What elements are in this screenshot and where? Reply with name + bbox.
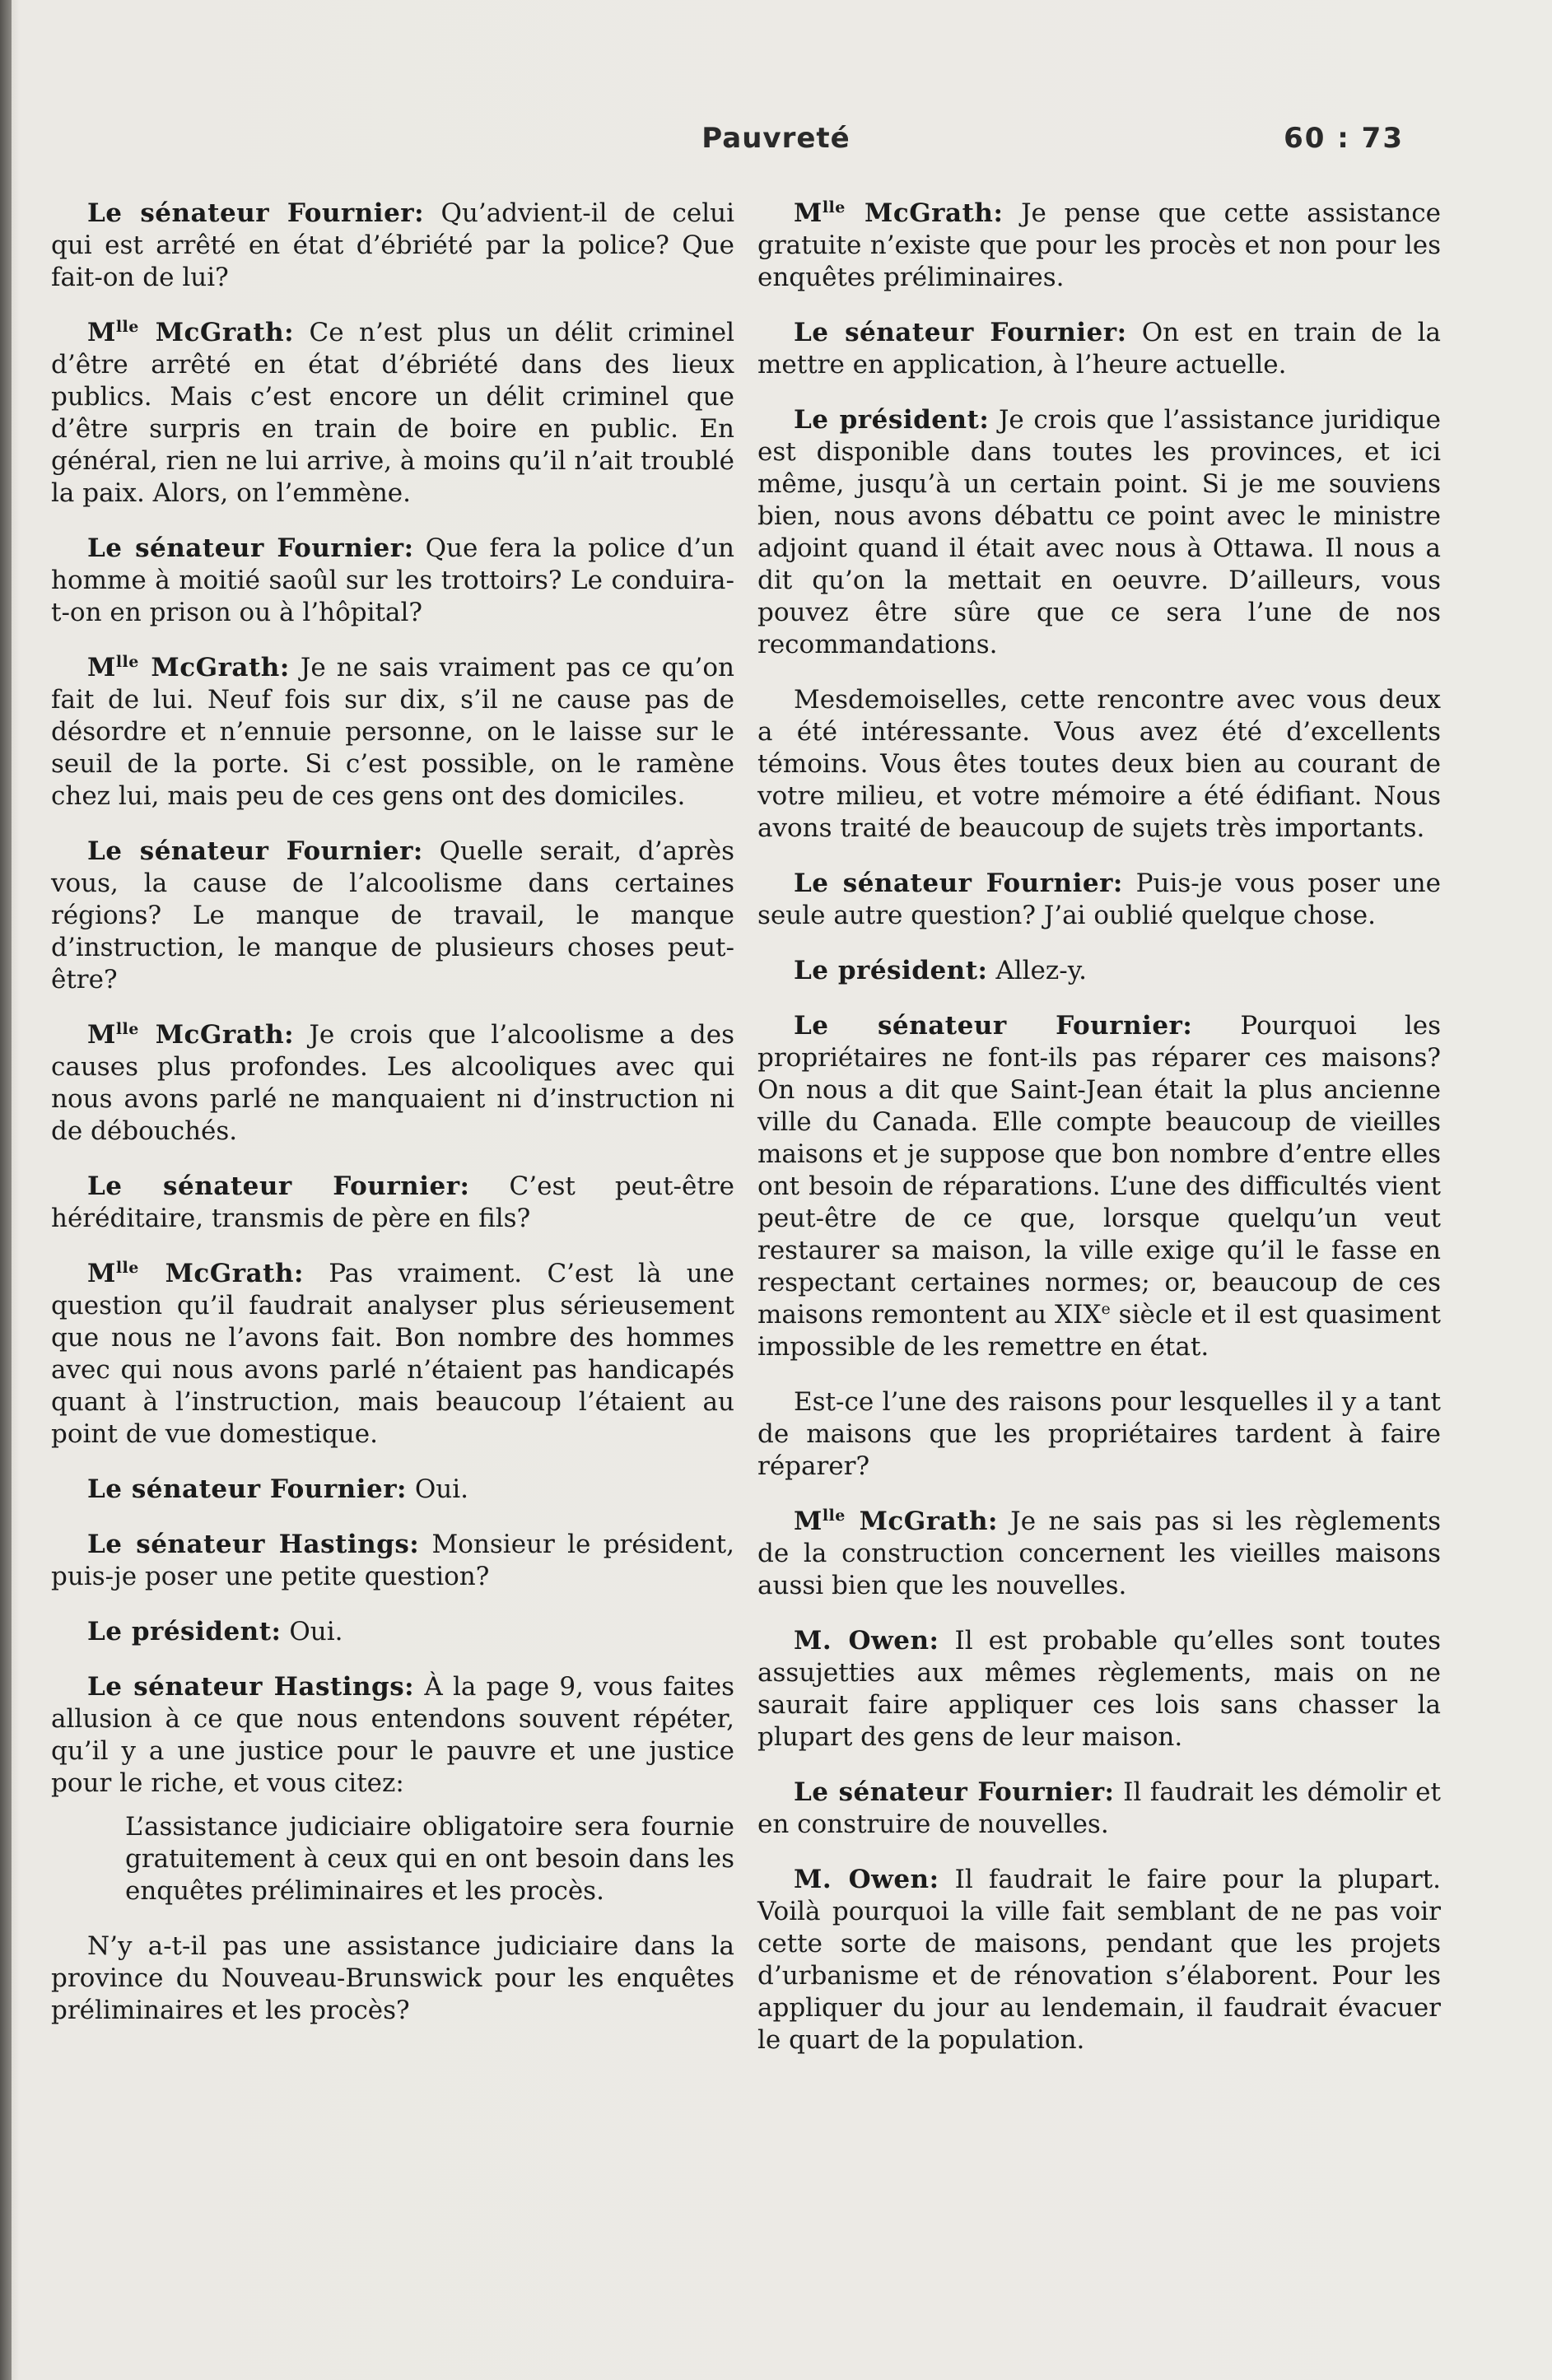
paragraph-text: Monsieur le président, puis-je poser une petite question? <box>51 1530 734 1591</box>
paragraph <box>51 1258 734 1451</box>
paragraph <box>51 533 734 629</box>
speaker-name: Le sénateur Fournier: <box>87 1474 407 1504</box>
century-ordinal: e <box>1101 1300 1111 1318</box>
paragraph-text: Je crois que l’alcoolisme a des causes plus profondes. Les alcooliques avec qui nous avons parlé ne manquaient ni d’instruction ni de débouchés. <box>51 1020 734 1146</box>
speaker-surname: McGrath: <box>138 1259 304 1288</box>
speaker-name <box>87 1020 294 1050</box>
paragraph-text: Je pense que cette assistance gratuite n’existe que pour les procès et non pour les enquêtes préliminaires. <box>757 198 1442 292</box>
speaker-name <box>794 1507 998 1536</box>
block-quote: L’assistance judiciaire obligatoire sera fournie gratuitement à ceux qui en ont besoin dans les enquêtes préliminaires et les procès. <box>125 1812 734 1906</box>
speaker-name: Le sénateur Fournier: <box>794 1011 1193 1041</box>
page-number: 60 : 73 <box>1284 122 1404 155</box>
speaker-name: Le sénateur Fournier: <box>87 1171 470 1201</box>
paragraph-text: C’est peut-être héréditaire, transmis de père en fils? <box>51 1171 734 1233</box>
speaker-name <box>87 318 294 347</box>
paragraph <box>51 1171 734 1235</box>
paragraph <box>757 317 1441 381</box>
paragraph <box>757 1777 1441 1841</box>
paragraph <box>757 1864 1441 2056</box>
speaker-name: Le président: <box>794 956 988 985</box>
speaker-prefix: M <box>794 198 823 228</box>
speaker-name: Le président: <box>794 405 990 435</box>
paragraph <box>757 955 1441 987</box>
paragraph <box>51 1671 734 1800</box>
paragraph <box>757 404 1441 661</box>
speaker-superscript: lle <box>115 318 139 336</box>
paragraph-text: Il faudrait les démolir et en construire de nouvelles. <box>757 1777 1441 1839</box>
page-header <box>49 122 1503 163</box>
paragraph <box>51 1474 734 1506</box>
paragraph <box>757 1010 1441 1363</box>
running-title: Pauvreté <box>701 122 851 155</box>
speaker-name: Le sénateur Fournier: <box>87 533 414 563</box>
paragraph-text: Qu’advient-il de celui qui est arrêté en état d’ébriété par la police? Que fait-on de lui? <box>51 198 734 292</box>
paragraph-text: Je ne sais vraiment pas ce qu’on fait de lui. Neuf fois sur dix, s’il ne cause pas de désordre et n’ennuie personne, on le laisse sur le seuil de la porte. Si c’est possible, on le ramène chez lui, mais peu de ces gens ont des domiciles. <box>51 653 734 811</box>
paragraph <box>757 1625 1441 1754</box>
paragraph-text: Pas vraiment. C’est là une question qu’il faudrait analyser plus sérieusement que nous ne l’avons fait. Bon nombre des hommes avec qui nous avons parlé n’étaient pas handicapés quant à l’instruction, mais beaucoup l’étaient au point de vue domestique. <box>51 1259 734 1449</box>
speaker-surname: McGrath: <box>845 1507 998 1536</box>
paragraph-text: Je ne sais pas si les règlements de la construction concernent les vieilles maisons aussi bien que les nouvelles. <box>757 1507 1441 1600</box>
paragraph <box>51 1529 734 1593</box>
paragraph: Est-ce l’une des raisons pour lesquelles il y a tant de maisons que les propriétaires tardent à faire réparer? <box>757 1387 1441 1481</box>
paragraph-text: Oui. <box>281 1617 343 1646</box>
speaker-name: Le sénateur Hastings: <box>87 1530 420 1559</box>
paragraph <box>51 836 734 996</box>
paragraph-text: Il faudrait le faire pour la plupart. Voilà pourquoi la ville fait semblant de ne pas voir cette sorte de maisons, pendant que les projets d’urbanisme et de rénovation s’élaborent. Pour les appliquer du jour au lendemain, il faudrait évacuer le quart de la population. <box>757 1865 1441 2055</box>
speaker-prefix: M <box>87 318 116 347</box>
paragraph-text: Pourquoi les propriétaires ne font-ils pas réparer ces maisons? On nous a dit que Saint-Jean était la plus ancienne ville du Canada. Elle compte beaucoup de vieilles maisons et je suppose que bon nombre d’entre elles ont besoin de réparations. L’une des difficultés vient peut-être de ce que, lorsque quelqu’un veut restaurer sa maison, la ville exige qu’il le fasse en respectant certaines normes; or, beaucoup de ces maisons remontent au XIX <box>757 1011 1441 1330</box>
speaker-prefix: M <box>87 653 116 682</box>
speaker-prefix: M <box>87 1020 116 1050</box>
paragraph <box>51 652 734 813</box>
speaker-prefix: M <box>794 1507 823 1536</box>
speaker-name: M. Owen: <box>794 1865 939 1894</box>
paragraph: Mesdemoiselles, cette rencontre avec vous deux a été intéressante. Vous avez été d’excellents témoins. Vous êtes toutes deux bien au courant de votre milieu, et votre mémoire a été édifiant. Nous avons traité de beaucoup de sujets très importants. <box>757 685 1441 843</box>
paragraph <box>51 1019 734 1148</box>
paragraph <box>757 868 1441 932</box>
speaker-superscript: lle <box>115 653 139 671</box>
speaker-name: Le sénateur Hastings: <box>87 1672 415 1702</box>
speaker-superscript: lle <box>115 1259 139 1277</box>
paragraph-text: Allez-y. <box>987 956 1087 985</box>
speaker-name: Le sénateur Fournier: <box>87 198 425 228</box>
paragraph <box>757 1506 1441 1602</box>
paragraph-text-continued: siècle et il est quasiment impossible de les remettre en état. <box>757 1300 1442 1362</box>
paragraph-text: Quelle serait, d’après vous, la cause de l’alcoolisme dans certaines régions? Le manque de travail, le manque d’instruction, le manque de plusieurs choses peut-être? <box>51 836 734 994</box>
book-spine-edge <box>0 0 12 2380</box>
paragraph-text: À la page 9, vous faites allusion à ce que nous entendons souvent répéter, qu’il y a une justice pour le pauvre et une justice pour le riche, et vous citez: <box>51 1672 734 1798</box>
speaker-name: Le président: <box>87 1617 282 1646</box>
speaker-name <box>87 653 290 682</box>
speaker-name: Le sénateur Fournier: <box>794 318 1127 347</box>
speaker-name: M. Owen: <box>794 1626 939 1656</box>
paragraph <box>51 1616 734 1648</box>
speaker-name: Le sénateur Fournier: <box>794 869 1123 898</box>
paragraph <box>51 198 734 294</box>
paragraph-text: Que fera la police d’un homme à moitié saoûl sur les trottoirs? Le conduira-t-on en prison ou à l’hôpital? <box>51 533 734 627</box>
speaker-superscript: lle <box>822 1507 846 1525</box>
paragraph <box>51 317 734 510</box>
speaker-name <box>87 1259 304 1288</box>
paragraph <box>757 198 1441 294</box>
speaker-name <box>794 198 1003 228</box>
right-column <box>757 198 1441 2080</box>
speaker-superscript: lle <box>115 1020 139 1038</box>
speaker-prefix: M <box>87 1259 116 1288</box>
paragraph-text: On est en train de la mettre en application, à l’heure actuelle. <box>757 318 1441 380</box>
paragraph-text: Puis-je vous poser une seule autre question? J’ai oublié quelque chose. <box>757 869 1441 930</box>
paragraph-text: Je crois que l’assistance juridique est disponible dans toutes les provinces, et ici même, jusqu’à un certain point. Si je me souviens bien, nous avons débattu ce point avec le ministre adjoint quand il était avec nous à Ottawa. Il nous a dit qu’on la mettait en oeuvre. D’ailleurs, vous pouvez être sûre que ce sera l’une de nos recommandations. <box>757 405 1441 659</box>
speaker-surname: McGrath: <box>845 198 1004 228</box>
paragraph: N’y a-t-il pas une assistance judiciaire dans la province du Nouveau-Brunswick pour les enquêtes préliminaires et les procès? <box>51 1931 734 2025</box>
paragraph-text: Il est probable qu’elles sont toutes assujetties aux mêmes règlements, mais on ne saurait faire appliquer ces lois sans chasser la plupart des gens de leur maison. <box>757 1626 1442 1752</box>
left-column <box>51 198 734 2050</box>
speaker-superscript: lle <box>822 198 846 217</box>
speaker-surname: McGrath: <box>138 318 295 347</box>
paragraph-text: Oui. <box>407 1474 469 1504</box>
paragraph-text: Ce n’est plus un délit criminel d’être arrêté en état d’ébriété dans des lieux publics. Mais c’est encore un délit criminel que d’être surpris en train de boire en public. En général, rien ne lui arrive, à moins qu’il n’ait troublé la paix. Alors, on l’emmène. <box>51 318 734 508</box>
speaker-name: Le sénateur Fournier: <box>87 836 423 866</box>
speaker-surname: McGrath: <box>138 653 290 682</box>
speaker-name: Le sénateur Fournier: <box>794 1777 1115 1807</box>
speaker-surname: McGrath: <box>138 1020 295 1050</box>
